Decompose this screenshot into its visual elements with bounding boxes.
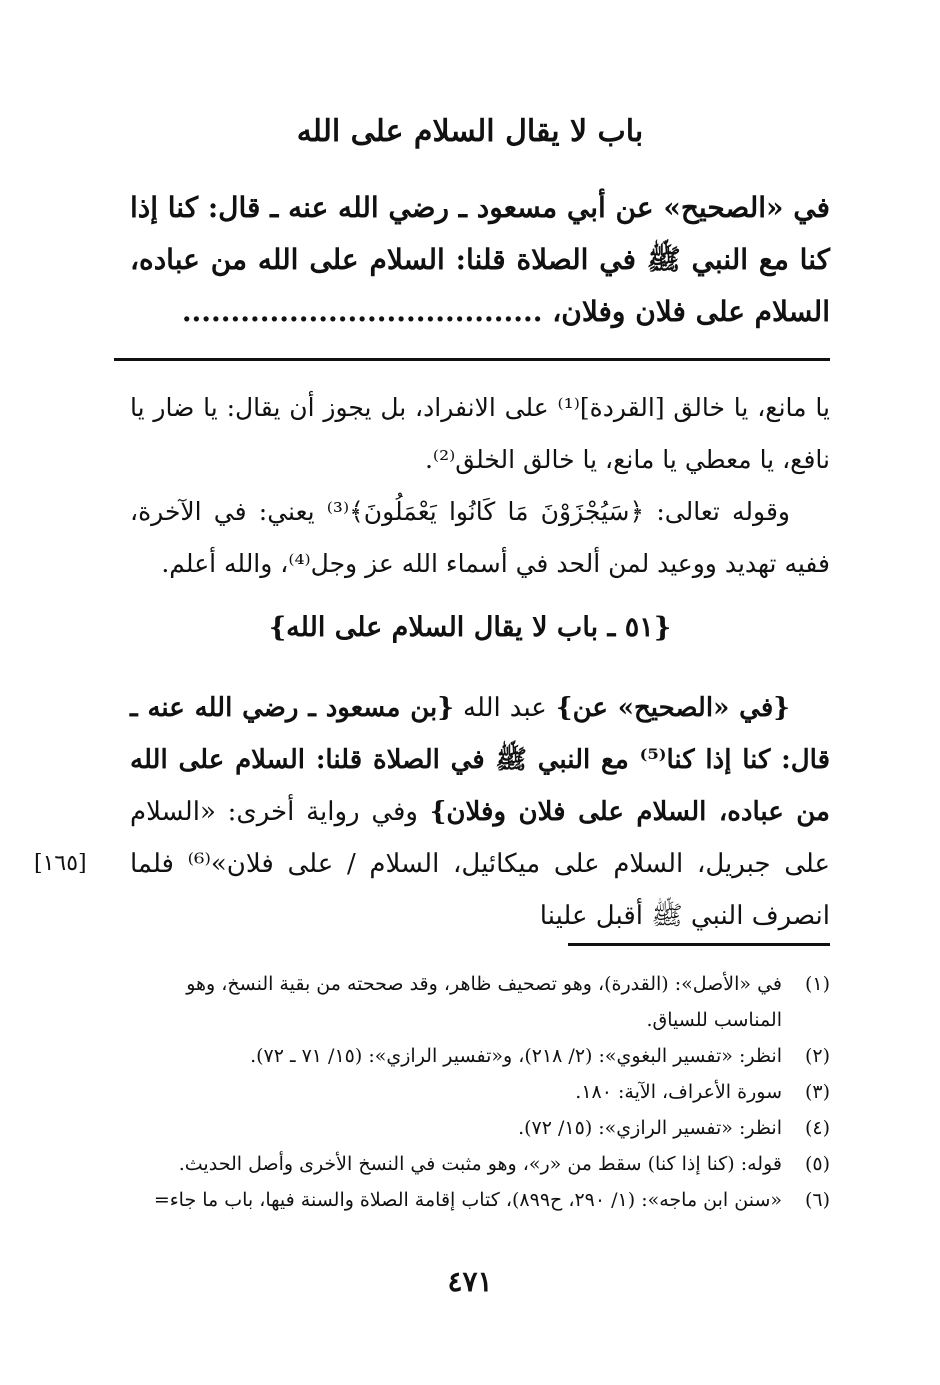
footnote-separator-rule	[568, 943, 830, 946]
matn-bold-segment-1: {في «الصحيح» عن}	[555, 693, 790, 723]
footnote-item	[120, 1110, 830, 1146]
footnote-text: قوله: (كنا إذا كنا) سقط من «ر»، وهو مثبت في النسخ الأخرى وأصل الحديث.	[178, 1153, 782, 1175]
footnote-item	[120, 966, 830, 1038]
footnote-number: (٣)	[804, 1081, 830, 1103]
footnote-number: (٢)	[804, 1045, 830, 1067]
footnote-number: (١)	[804, 973, 830, 995]
footnote-item	[120, 1038, 830, 1074]
footnote-item	[120, 1146, 830, 1182]
footnote-item	[120, 1074, 830, 1110]
matn-body-paragraph	[130, 682, 830, 942]
chapter-heading: {٥١ ـ باب لا يقال السلام على الله}	[268, 612, 672, 643]
footnote-text: «سنن ابن ماجه»: (١/ ٢٩٠، ح٨٩٩)، كتاب إقامة الصلاة والسنة فيها، باب ما جاء=	[153, 1189, 782, 1211]
matn-normal-segment-1: عبد الله	[454, 693, 556, 723]
commentary-text	[130, 382, 830, 590]
footnotes-section	[120, 966, 830, 1218]
footnote-text: سورة الأعراف، الآية: ١٨٠.	[575, 1081, 782, 1103]
footnote-text: انظر: «تفسير البغوي»: (٢/ ٢١٨)، و«تفسير الرازي»: (١٥/ ٧١ ـ ٧٢).	[250, 1045, 782, 1067]
separator-rule	[114, 358, 830, 361]
matn-text-body	[130, 682, 830, 942]
page-number: ٤٧١	[447, 1265, 493, 1298]
footnote-number: (٥)	[804, 1153, 830, 1175]
footnote-text: انظر: «تفسير الرازي»: (١٥/ ٧٢).	[518, 1117, 782, 1139]
footnote-number: (٦)	[804, 1189, 830, 1211]
footnote-item	[120, 1182, 830, 1218]
footnote-text: في «الأصل»: (القدرة)، وهو تصحيف ظاهر، وقد صححته من بقية النسخ، وهو المناسب للسياق.	[186, 973, 782, 1031]
margin-folio-reference: [١٦٥]	[34, 851, 87, 876]
footnote-number: (٤)	[804, 1117, 830, 1139]
matn-normal-segment-2: وفي رواية أخرى: «السلام على جبريل، السلام على ميكائيل، السلام / على فلان»⁽⁶⁾ فلما انصرف النبي ﷺ أقبل علينا	[130, 797, 830, 931]
page-title: باب لا يقال السلام على الله	[296, 114, 644, 149]
commentary-paragraph-1: يا مانع، يا خالق [القردة]⁽¹⁾ على الانفراد، بل يجوز أن يقال: يا ضار يا نافع، يا معطي يا مانع، يا خالق الخلق⁽²⁾.	[130, 393, 830, 474]
commentary-paragraph-2: وقوله تعالى: ﴿سَيُجْزَوْنَ مَا كَانُوا يَعْمَلُونَ﴾⁽³⁾ يعني: في الآخرة، ففيه تهديد ووعيد لمن ألحد في أسماء الله عز وجل⁽⁴⁾، والله أعلم.	[130, 497, 830, 578]
matn-bold-segment-2: {بن مسعود ـ رضي الله عنه ـ قال: كنا إذا كنا⁽⁵⁾ مع النبي ﷺ في الصلاة قلنا: السلام على الله من عباده، السلام على فلان وفلان}	[130, 693, 830, 827]
matn-text-top: في «الصحيح» عن أبي مسعود ـ رضي الله عنه ـ قال: كنا إذا كنا مع النبي ﷺ في الصلاة قلنا: السلام على الله من عباده، السلام على فلان وفلان، .....................................	[130, 191, 830, 328]
